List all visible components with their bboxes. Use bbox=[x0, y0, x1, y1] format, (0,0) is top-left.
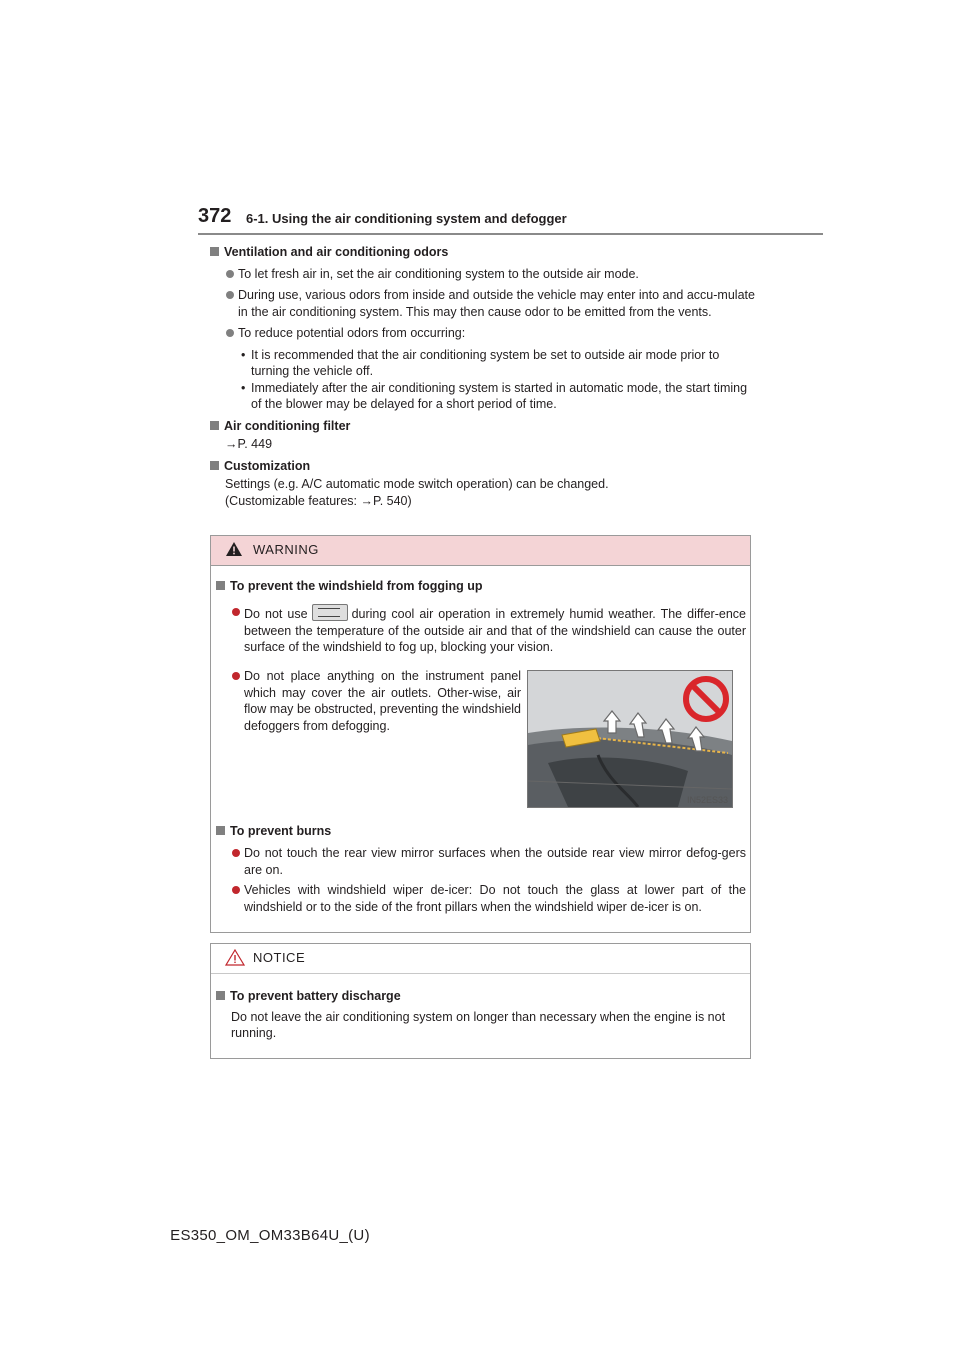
dashboard-image bbox=[528, 671, 732, 807]
round-bullet-icon bbox=[232, 672, 240, 680]
defogger-button-icon bbox=[312, 604, 348, 621]
square-bullet-icon bbox=[210, 421, 219, 430]
list-item: Do not use during cool air operation in extremely humid weather. The differ-ence between the temperature of the outside air and that of the windshield can cause the outer surface of the windshield to fog up, blocking your vision. bbox=[216, 604, 746, 661]
customization-section bbox=[210, 458, 755, 510]
filter-section bbox=[210, 418, 755, 453]
figure-label: IN52ES33 bbox=[686, 795, 728, 805]
notice-header bbox=[211, 944, 750, 974]
page-reference-link[interactable]: →P. 449 bbox=[225, 437, 273, 451]
filter-heading: Air conditioning filter bbox=[210, 418, 755, 435]
ventilation-section bbox=[210, 244, 755, 413]
caution-triangle-icon bbox=[225, 949, 245, 966]
list-item: Do not place anything on the instrument panel which may cover the air outlets. Other-wise, air flow may be obstructed, preventing the windshield defoggers from defogging. bbox=[216, 668, 521, 739]
main-content bbox=[210, 244, 755, 515]
customization-reference[interactable]: (Customizable features: →P. 540) bbox=[225, 493, 412, 508]
page-number: 372 bbox=[198, 205, 232, 227]
round-bullet-icon bbox=[232, 608, 240, 616]
round-bullet-icon bbox=[232, 849, 240, 857]
battery-heading: To prevent battery discharge Do not leave the air conditioning system on longer than necessary when the engine is not running. bbox=[216, 988, 746, 1048]
list-item: To let fresh air in, set the air conditioning system to the outside air mode. bbox=[210, 266, 755, 283]
sub-list-item: • Immediately after the air conditioning system is started in automatic mode, the start timing of the blower may be delayed for a short period of time. bbox=[241, 380, 748, 411]
square-bullet-icon bbox=[210, 461, 219, 470]
customization-text: Settings (e.g. A/C automatic mode switch operation) can be changed. bbox=[225, 477, 609, 491]
square-bullet-icon bbox=[216, 991, 225, 1000]
burns-heading: To prevent burns bbox=[216, 823, 746, 845]
customization-heading: Customization bbox=[210, 458, 755, 475]
page-header bbox=[198, 204, 823, 234]
round-bullet-icon bbox=[226, 270, 234, 278]
warning-title: WARNING bbox=[253, 542, 319, 557]
fog-heading: To prevent the windshield from fogging up bbox=[216, 578, 746, 600]
footer-code: ES350_OM_OM33B64U_(U) bbox=[170, 1227, 370, 1244]
round-bullet-icon bbox=[226, 329, 234, 337]
list-item: During use, various odors from inside and outside the vehicle may enter into and accu-mulate in the air conditioning system. This may then cause odor to be emitted from the vents. bbox=[210, 287, 755, 320]
warning-header bbox=[211, 536, 750, 566]
square-bullet-icon bbox=[216, 826, 225, 835]
square-bullet-icon bbox=[216, 581, 225, 590]
ventilation-heading: Ventilation and air conditioning odors bbox=[210, 244, 755, 261]
sub-list-item: • It is recommended that the air conditioning system be set to outside air mode prior to turning the vehicle off. bbox=[241, 347, 720, 378]
notice-box bbox=[210, 943, 751, 1059]
list-item: Do not touch the rear view mirror surfaces when the outside rear view mirror defog-gers are on. bbox=[216, 845, 746, 883]
list-item: To reduce potential odors from occurring: bbox=[210, 325, 755, 342]
dashboard-illustration bbox=[527, 670, 733, 808]
warning-triangle-icon bbox=[225, 541, 243, 557]
section-title: 6-1. Using the air conditioning system and defogger bbox=[246, 211, 567, 226]
header-rule bbox=[198, 233, 823, 235]
square-bullet-icon bbox=[210, 247, 219, 256]
round-bullet-icon bbox=[226, 291, 234, 299]
notice-text: Do not leave the air conditioning system on longer than necessary when the engine is not running. bbox=[231, 1009, 726, 1040]
list-item: Vehicles with windshield wiper de-icer: Do not touch the glass at lower part of the windshield or to the side of the front pillars when the windshield wiper de-icer is on. bbox=[216, 882, 746, 920]
round-bullet-icon bbox=[232, 886, 240, 894]
notice-title: NOTICE bbox=[253, 950, 306, 965]
warning-box bbox=[210, 535, 751, 933]
